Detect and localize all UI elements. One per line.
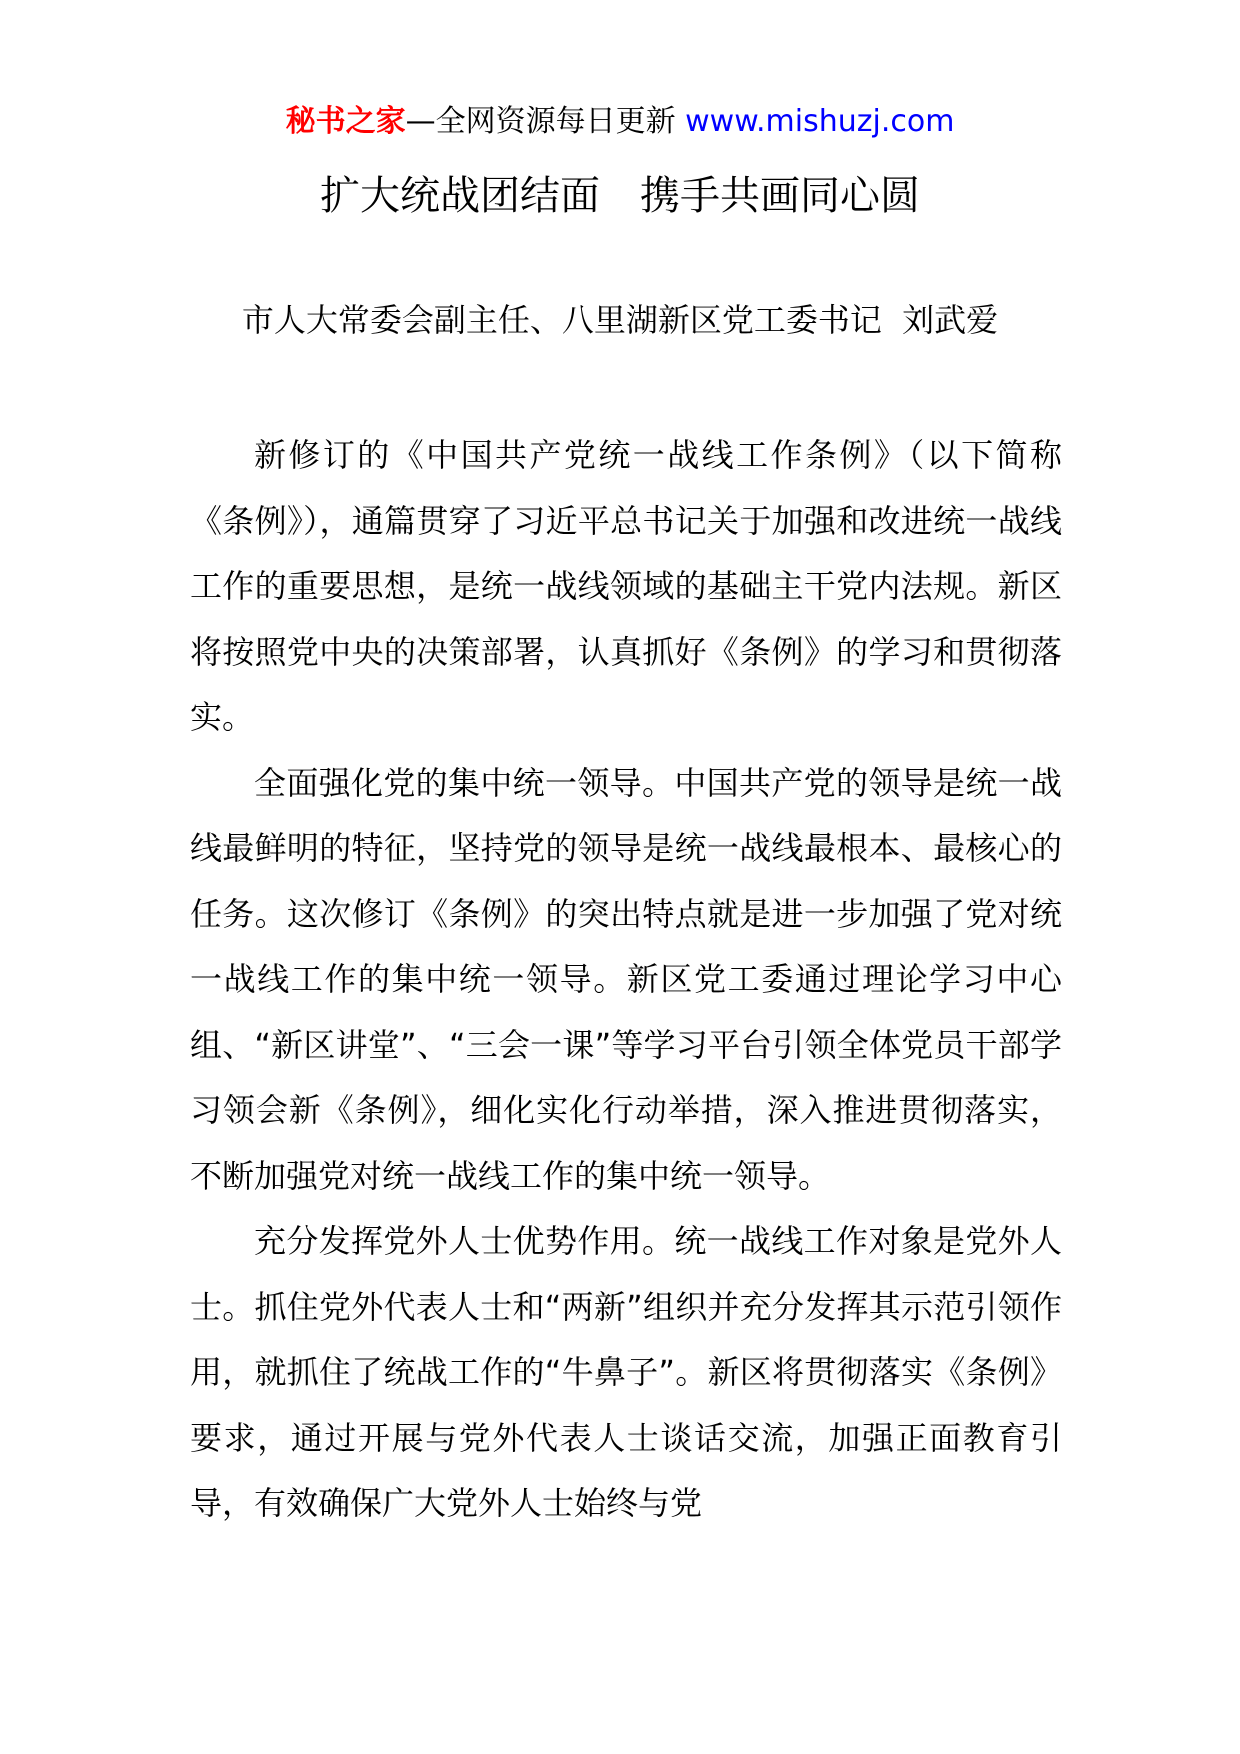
site-url-link[interactable]: www.mishuzj.com <box>685 104 955 139</box>
paragraph-intro: 新修订的《中国共产党统一战线工作条例》（以下简称《条例》），通篇贯穿了习近平总书记关于加强和改进统一战线工作的重要思想，是统一战线领域的基础主干党内法规。新区将按照党中央的决策部署，认真抓好《条例》的学习和贯彻落实。 <box>190 436 1062 736</box>
site-header <box>0 100 1240 144</box>
site-brand: 秘书之家 <box>285 104 406 139</box>
paragraph-leadership: 全面强化党的集中统一领导。中国共产党的领导是统一战线最鲜明的特征，坚持党的领导是统一战线最根本、最核心的任务。这次修订《条例》的突出特点就是进一步加强了党对统一战线工作的集中统一领导。新区党工委通过理论学习中心组、“新区讲堂”、“三会一课”等学习平台引领全体党员干部学习领会新《条例》，细化实化行动举措，深入推进贯彻落实，不断加强党对统一战线工作的集中统一领导。 <box>190 763 1062 1195</box>
document-body <box>190 423 1062 1537</box>
document-title: 扩大统战团结面 携手共画同心圆 <box>320 173 920 219</box>
paragraph-non-party-role: 充分发挥党外人士优势作用。统一战线工作对象是党外人士。抓住党外代表人士和“两新”组织并充分发挥其示范引领作用，就抓住了统战工作的“牛鼻子”。新区将贯彻落实《条例》要求，通过开展与党外代表人士谈话交流，加强正面教育引导，有效确保广大党外人士始终与党 <box>190 1222 1062 1522</box>
author-byline: 市人大常委会副主任、八里湖新区党工委书记 刘武爱 <box>241 301 999 339</box>
site-tagline: —全网资源每日更新 <box>405 104 676 139</box>
